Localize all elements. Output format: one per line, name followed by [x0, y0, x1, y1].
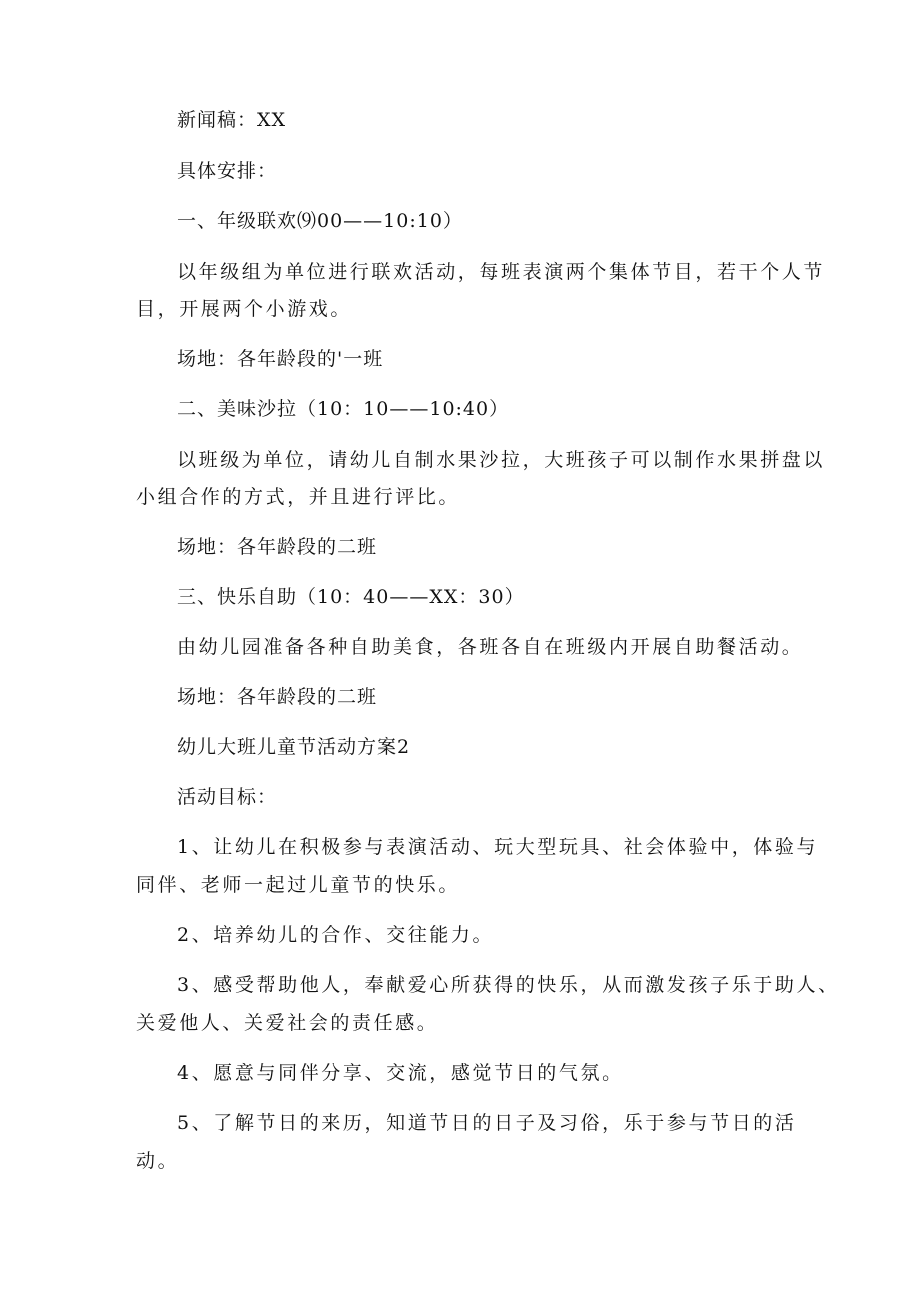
schedule-heading: 具体安排：: [177, 160, 278, 182]
goals-heading: 活动目标：: [177, 786, 278, 808]
section-1-description: 以年级组为单位进行联欢活动，每班表演两个集体节目，若干个人节: [177, 261, 826, 283]
section-3-description: 由幼儿园准备各种自助美食，各班各自在班级内开展自助餐活动。: [177, 636, 804, 658]
goal-4: 4、愿意与同伴分享、交流，感觉节日的气氛。: [177, 1062, 624, 1084]
plan-2-title: 幼儿大班儿童节活动方案2: [177, 736, 411, 758]
section-2-description-cont: 小组合作的方式，并且进行评比。: [136, 486, 461, 508]
news-draft-line: 新闻稿：XX: [177, 109, 287, 131]
section-3-heading: 三、快乐自助（10：40——XX：30）: [177, 586, 525, 608]
goal-5: 5、了解节日的来历，知道节日的日子及习俗，乐于参与节日的活: [177, 1112, 797, 1134]
section-2-venue: 场地：各年龄段的二班: [177, 536, 378, 558]
section-3-venue: 场地：各年龄段的二班: [177, 686, 378, 708]
section-1-venue: 场地：各年龄段的'一班: [177, 348, 384, 370]
goal-2: 2、培养幼儿的合作、交往能力。: [177, 924, 495, 946]
goal-1: 1、让幼儿在积极参与表演活动、玩大型玩具、社会体验中，体验与: [177, 836, 819, 858]
goal-5-cont: 动。: [136, 1150, 180, 1172]
section-1-heading: 一、年级联欢⑼00——10:10）: [177, 210, 463, 232]
section-2-heading: 二、美味沙拉（10：10——10:40）: [177, 398, 510, 420]
goal-3: 3、感受帮助他人，奉献爱心所获得的快乐，从而激发孩子乐于助人、: [177, 974, 840, 996]
section-2-description: 以班级为单位，请幼儿自制水果沙拉，大班孩子可以制作水果拼盘以: [177, 449, 826, 471]
section-1-description-cont: 目，开展两个小游戏。: [136, 298, 353, 320]
goal-3-cont: 关爱他人、关爱社会的责任感。: [136, 1012, 439, 1034]
goal-1-cont: 同伴、老师一起过儿童节的快乐。: [136, 874, 461, 896]
